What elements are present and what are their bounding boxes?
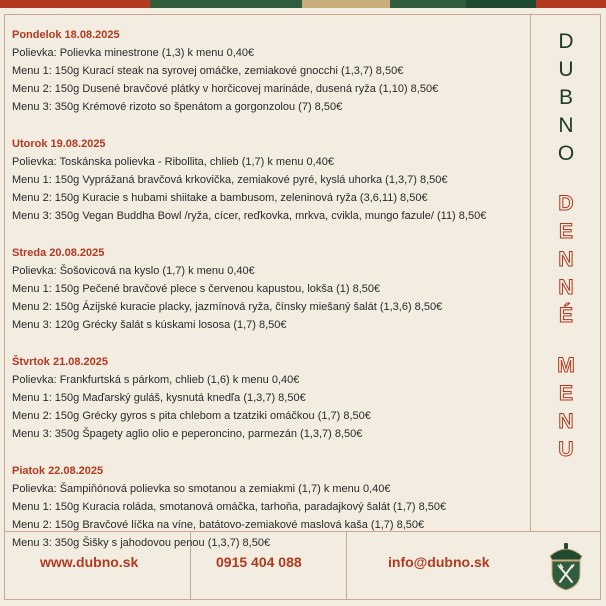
- day-block-monday: [12, 26, 526, 116]
- subtitle-letter: U: [558, 438, 574, 461]
- website-link[interactable]: www.dubno.sk: [40, 554, 139, 570]
- soup-line: Polievka: Šošovicová na kyslo (1,7) k menu 0,40€: [12, 265, 255, 277]
- phone-number[interactable]: 0915 404 088: [216, 554, 302, 570]
- subtitle-letter: E: [558, 220, 573, 243]
- day-block-thursday: [12, 353, 526, 443]
- color-segment: [302, 0, 390, 8]
- soup-line: Polievka: Šampiňónová polievka so smotanou a zemiakmi (1,7) k menu 0,40€: [12, 483, 391, 495]
- daily-menu-vertical: [557, 190, 575, 464]
- menu-line: Menu 2: 150g Dusené bravčové plátky v horčicovej marináde, dusená ryža (1,10) 8,50€: [12, 83, 439, 95]
- subtitle-letter: N: [558, 248, 574, 271]
- day-title: Piatok 22.08.2025: [12, 465, 104, 477]
- subtitle-letter: M: [557, 354, 575, 377]
- soup-line: Polievka: Frankfurtská s párkom, chlieb (1,6) k menu 0,40€: [12, 374, 300, 386]
- menu-line: Menu 1: 150g Pečené bravčové plece s červenou kapustou, lokša (1) 8,50€: [12, 283, 381, 295]
- subtitle-letter: E: [558, 382, 573, 405]
- color-segment: [0, 0, 150, 8]
- email-link[interactable]: info@dubno.sk: [388, 554, 490, 570]
- day-title: Pondelok 18.08.2025: [12, 29, 120, 41]
- brand-letter: B: [558, 86, 573, 109]
- weekly-menu: [12, 26, 526, 571]
- day-block-friday: [12, 462, 526, 552]
- soup-line: Polievka: Toskánska polievka - Ribollita, chlieb (1,7) k menu 0,40€: [12, 156, 335, 168]
- menu-line: Menu 1: 150g Vyprážaná bravčová krkovička, zemiakové pyré, kyslá uhorka (1,3,7) 8,50€: [12, 174, 448, 186]
- color-segment: [536, 0, 606, 8]
- menu-line: Menu 1: 150g Kuracia roláda, smotanová omáčka, tarhoňa, paradajkový šalát (1,7) 8,50€: [12, 501, 447, 513]
- day-title: Štvrtok 21.08.2025: [12, 356, 109, 368]
- day-block-tuesday: [12, 135, 526, 225]
- menu-line: Menu 1: 150g Kurací steak na syrovej omáčke, zemiakové gnocchi (1,3,7) 8,50€: [12, 65, 404, 77]
- top-color-bar: [0, 0, 606, 8]
- brand-letter: N: [558, 114, 574, 137]
- menu-line: Menu 3: 350g Krémové rizoto so špenátom a gorgonzolou (7) 8,50€: [12, 101, 343, 113]
- brand-letter: U: [558, 58, 574, 81]
- menu-line: Menu 1: 150g Maďarský guláš, kysnutá knedľa (1,3,7) 8,50€: [12, 392, 306, 404]
- brand-name-vertical: [558, 28, 574, 168]
- subtitle-letter: É: [558, 304, 573, 327]
- day-block-wednesday: [12, 244, 526, 334]
- menu-line: Menu 3: 350g Špagety aglio olio e peperoncino, parmezán (1,3,7) 8,50€: [12, 428, 363, 440]
- menu-line: Menu 2: 150g Bravčové líčka na víne, batátovo-zemiakové maslová kaša (1,7) 8,50€: [12, 519, 425, 531]
- menu-line: Menu 3: 120g Grécky šalát s kúskami lososa (1,7) 8,50€: [12, 319, 287, 331]
- brand-letter: O: [557, 142, 575, 165]
- vertical-title: [531, 28, 601, 464]
- acorn-fork-knife-icon: [544, 540, 588, 592]
- menu-line: Menu 2: 150g Kuracie s hubami shiitake a bambusom, zeleninová ryža (3,6,11) 8,50€: [12, 192, 428, 204]
- soup-line: Polievka: Polievka minestrone (1,3) k menu 0,40€: [12, 47, 255, 59]
- subtitle-letter: N: [558, 276, 574, 299]
- color-segment: [150, 0, 302, 8]
- day-title: Streda 20.08.2025: [12, 247, 105, 259]
- menu-line: Menu 3: 350g Šišky s jahodovou penou (1,3,7) 8,50€: [12, 537, 271, 549]
- day-title: Utorok 19.08.2025: [12, 138, 106, 150]
- brand-letter: D: [558, 30, 574, 53]
- menu-line: Menu 3: 350g Vegan Buddha Bowl /ryža, cícer, reďkovka, mrkva, cvikla, mungo fazule/ (11) 8,50€: [12, 210, 487, 222]
- menu-line: Menu 2: 150g Grécky gyros s pita chlebom a tzatziki omáčkou (1,7) 8,50€: [12, 410, 371, 422]
- subtitle-letter: D: [558, 192, 574, 215]
- color-segment: [390, 0, 466, 8]
- menu-line: Menu 2: 150g Ázijské kuracie placky, jazmínová ryža, čínsky miešaný šalát (1,3,6) 8,50€: [12, 301, 443, 313]
- color-segment: [466, 0, 536, 8]
- subtitle-letter: N: [558, 410, 574, 433]
